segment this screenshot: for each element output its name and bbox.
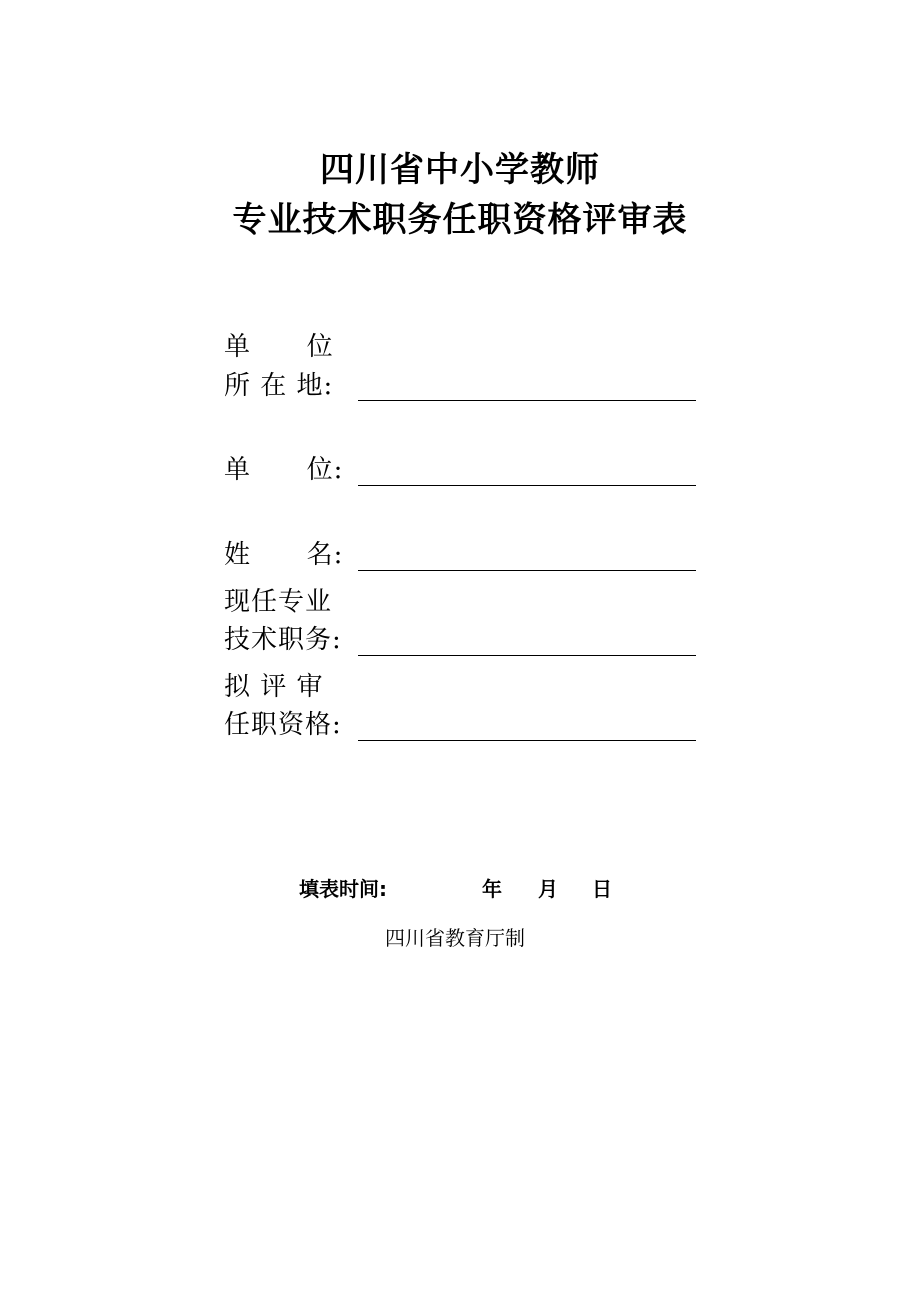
location-field-line[interactable] bbox=[358, 400, 696, 401]
form-title-line1: 四川省中小学教师 bbox=[320, 150, 600, 190]
current-title-label-line2: 技术职务: bbox=[224, 625, 342, 655]
current-title-field-line[interactable] bbox=[358, 655, 696, 656]
name-field-line[interactable] bbox=[358, 570, 696, 571]
issuer-text: 四川省教育厅制 bbox=[385, 926, 525, 950]
date-day-label: 日 bbox=[592, 877, 612, 901]
unit-field-line[interactable] bbox=[358, 485, 696, 486]
proposed-title-label-line2: 任职资格: bbox=[224, 710, 342, 740]
name-label: 姓 名: bbox=[224, 540, 344, 570]
proposed-title-field-line[interactable] bbox=[358, 740, 696, 741]
current-title-label-line1: 现任专业 bbox=[224, 587, 333, 617]
date-month-label: 月 bbox=[538, 877, 558, 901]
proposed-title-label-line1: 拟 评 审 bbox=[224, 672, 324, 702]
form-title-line2: 专业技术职务任职资格评审表 bbox=[232, 200, 688, 240]
location-label-line2: 所 在 地: bbox=[224, 371, 334, 401]
location-label-line1: 单 位 bbox=[224, 332, 334, 362]
unit-label: 单 位: bbox=[224, 455, 344, 485]
date-year-label: 年 bbox=[482, 877, 502, 901]
fill-date-label: 填表时间: bbox=[299, 877, 387, 901]
